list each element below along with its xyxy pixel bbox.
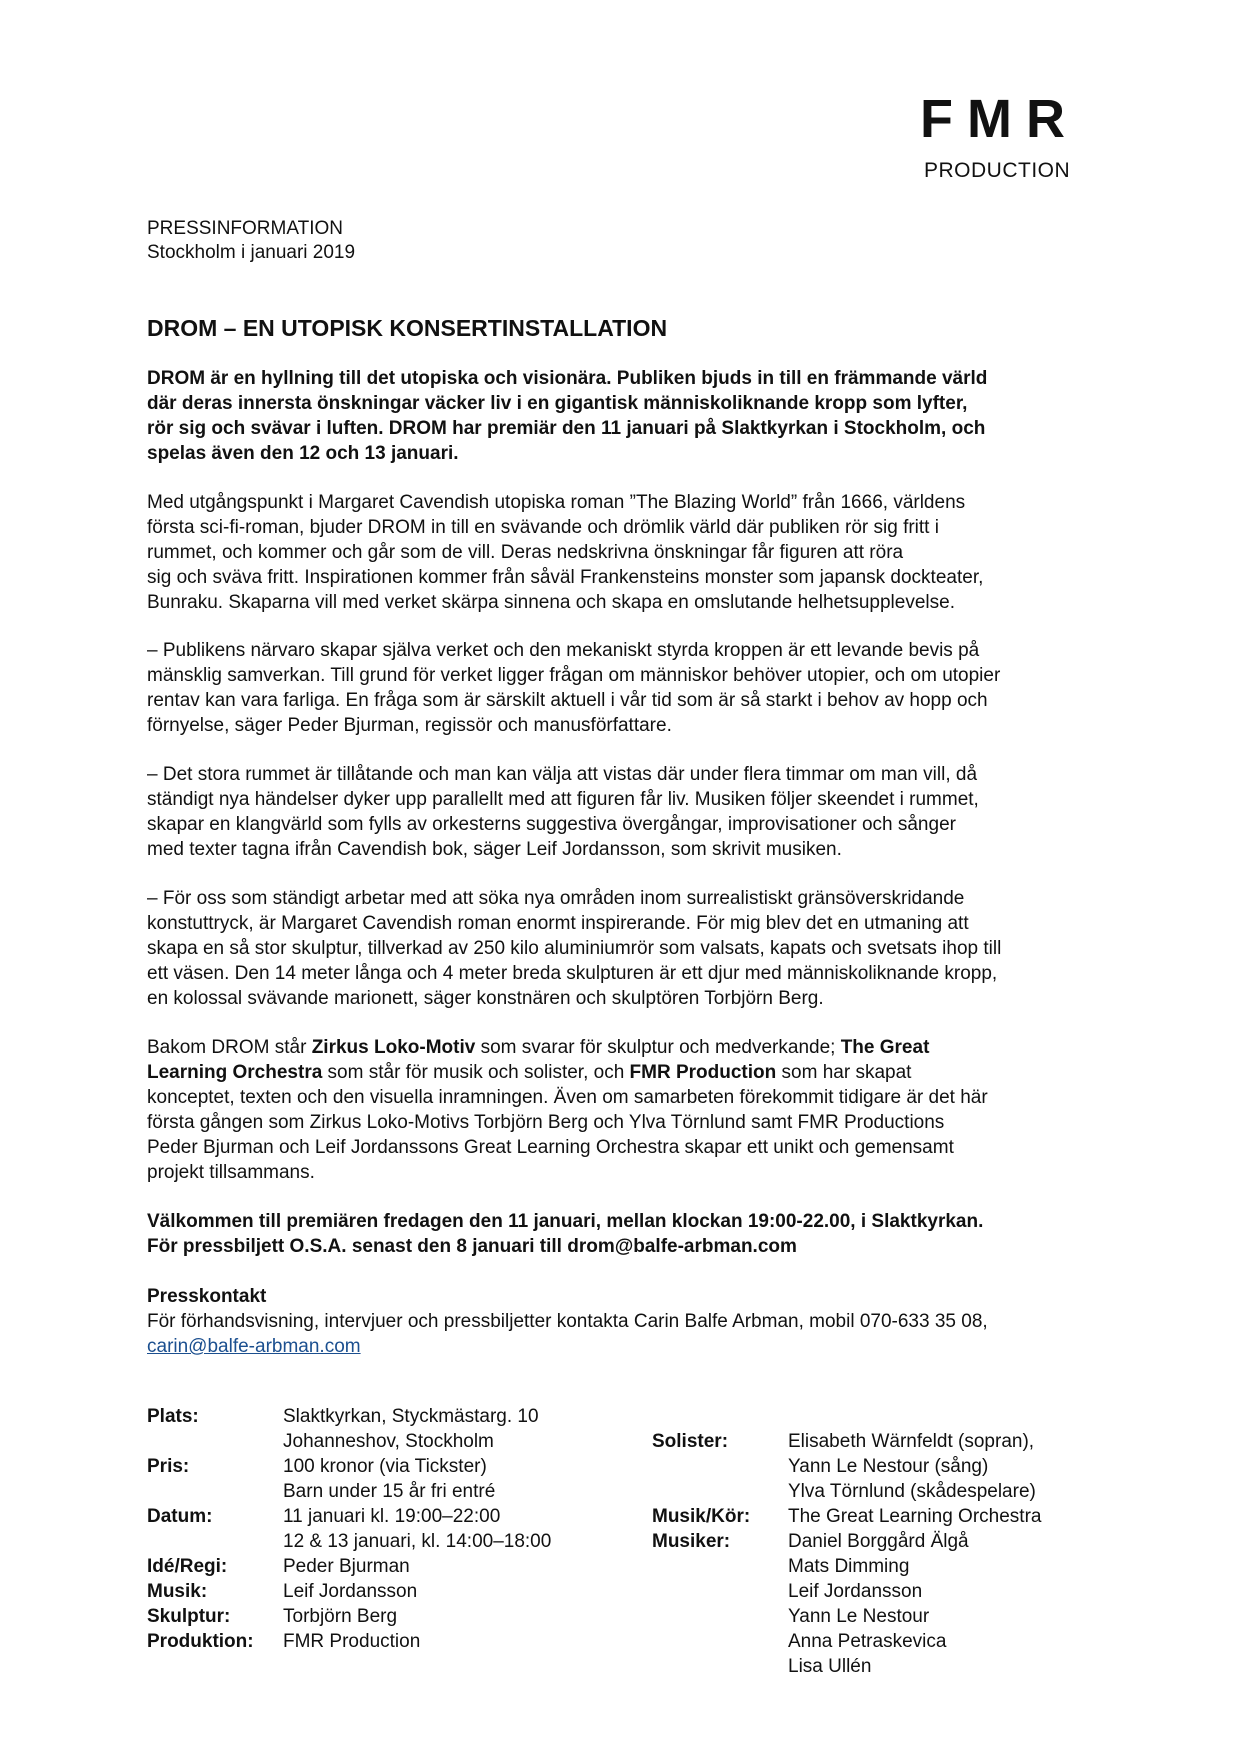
musik-label: Musik: [147,1581,208,1602]
plats-value: Johanneshov, Stockholm [283,1431,494,1452]
body-line: Peder Bjurman och Leif Jordanssons Great Learning Orchestra skapar ett unikt och gemensamt [147,1137,954,1158]
musiker-value: Lisa Ullén [788,1656,872,1677]
body-line: Bunraku. Skaparna vill med verket skärpa sinnena och skapa en omslutande helhetsupplevelse. [147,592,955,613]
musiker-label: Musiker: [652,1531,731,1552]
page-title: DROM – EN UTOPISK KONSERTINSTALLATION [147,315,668,341]
body-line: första sci-fi-roman, bjuder DROM in till en svävande och drömlik värld där publiken rör sig fritt i [147,517,939,538]
lead-paragraph [147,366,1087,466]
org-name: Zirkus Loko-Motiv [311,1037,476,1058]
invite-line: Välkommen till premiären fredagen den 11 januari, mellan klockan 19:00-22.00, i Slaktkyrkan. [147,1211,984,1232]
musiker-value: Mats Dimming [788,1556,910,1577]
text-run: som har skapat [776,1062,912,1083]
contact-email-line [147,1334,1087,1359]
paragraph-5 [147,1035,1087,1185]
contact-text: För förhandsvisning, intervjuer och pressbiljetter kontakta Carin Balfe Arbman, mobil 070-633 35 08, [147,1311,988,1332]
lead-line: DROM är en hyllning till det utopiska och visionära. Publiken bjuds in till en främmande värld [147,368,988,389]
body-line: konceptet, texten och den visuella inramningen. Även om samarbeten förekommit tidigare är det här [147,1087,988,1108]
text-run: som står för musik och solister, och [322,1062,630,1083]
contact-heading: Presskontakt [147,1286,267,1307]
lead-line: rör sig och svävar i luften. DROM har premiär den 11 januari på Slaktkyrkan i Stockholm, och [147,418,986,439]
location-date: Stockholm i januari 2019 [147,242,356,263]
datum-label: Datum: [147,1506,213,1527]
body-line: skapar en klangvärld som fylls av orkesterns suggestiva övergångar, improvisationer och sånger [147,814,956,835]
body-line: rummet, och kommer och går som de vill. Deras nedskrivna önskningar får figuren att röra [147,542,904,563]
body-line: mänsklig samverkan. Till grund för verket ligger frågan om människor behöver utopier, och om utopier [147,665,1001,686]
org-name: Learning Orchestra [147,1062,323,1083]
plats-label: Plats: [147,1406,199,1427]
invitation [147,1209,1087,1259]
skulptur-value: Torbjörn Berg [283,1606,398,1627]
ide-label: Idé/Regi: [147,1556,228,1577]
paragraph-3 [147,762,1087,862]
musikkor-label: Musik/Kör: [652,1506,751,1527]
fmr-logo-subtitle: PRODUCTION [924,159,1071,182]
body-line: ständigt nya händelser dyker upp parallellt med att figuren får liv. Musiken följer skeendet i rummet, [147,789,979,810]
musiker-value: Leif Jordansson [788,1581,923,1602]
body-line: första gången som Zirkus Loko-Motivs Torbjörn Berg och Ylva Törnlund samt FMR Productions [147,1112,945,1133]
text-run: Bakom DROM står [147,1037,312,1058]
datum-value: 12 & 13 januari, kl. 14:00–18:00 [283,1531,552,1552]
body-line [147,1035,1087,1060]
musiker-value: Yann Le Nestour [788,1606,930,1627]
pris-label: Pris: [147,1456,190,1477]
org-name: FMR Production [629,1062,777,1083]
press-label: PRESSINFORMATION [147,218,343,239]
solist-value: Elisabeth Wärnfeldt (sopran), [788,1431,1035,1452]
invite-line: För pressbiljett O.S.A. senast den 8 januari till drom@balfe-arbman.com [147,1236,797,1257]
paragraph-4 [147,886,1087,1011]
org-name: The Great [840,1037,930,1058]
body-line: ett väsen. Den 14 meter långa och 4 meter breda skulpturen är ett djur med människoliknande kropp, [147,963,998,984]
solist-value: Ylva Törnlund (skådespelare) [788,1481,1036,1502]
solist-value: Yann Le Nestour (sång) [788,1456,989,1477]
musiker-value: Anna Petraskevica [788,1631,947,1652]
body-line: med texter tagna ifrån Cavendish bok, säger Leif Jordansson, som skrivit musiken. [147,839,842,860]
text-run: som svarar för skulptur och medverkande; [475,1037,841,1058]
musik-value: Leif Jordansson [283,1581,418,1602]
body-line [147,1060,1087,1085]
musikkor-value: The Great Learning Orchestra [788,1506,1042,1527]
plats-value: Slaktkyrkan, Styckmästarg. 10 [283,1406,539,1427]
body-line: rentav kan vara farliga. En fråga som är särskilt aktuell i vår tid som är så starkt i behov av hopp och [147,690,988,711]
body-line: konstuttryck, är Margaret Cavendish roman enormt inspirerande. För mig blev det en utmaning att [147,913,969,934]
body-line: sig och sväva fritt. Inspirationen kommer från såväl Frankensteins monster som japansk dockteater, [147,567,984,588]
body-line: – Publikens närvaro skapar själva verket och den mekaniskt styrda kroppen är ett levande bevis på [147,640,980,661]
contact-email-link[interactable]: carin@balfe-arbman.com [147,1336,361,1357]
solister-label: Solister: [652,1431,729,1452]
body-line: skapa en så stor skulptur, tillverkad av 250 kilo aluminiumrör som valsats, kapats och svetsats ihop till [147,938,1002,959]
lead-line: spelas även den 12 och 13 januari. [147,443,459,464]
produktion-value: FMR Production [283,1631,421,1652]
paragraph-2 [147,638,1087,738]
body-line: Med utgångspunkt i Margaret Cavendish utopiska roman ”The Blazing World” från 1666, världens [147,492,966,513]
produktion-label: Produktion: [147,1631,254,1652]
pris-value: 100 kronor (via Tickster) [283,1456,487,1477]
pris-value: Barn under 15 år fri entré [283,1481,496,1502]
musiker-value: Daniel Borggård Älgå [788,1531,969,1552]
body-line: – Det stora rummet är tillåtande och man kan välja att vistas där under flera timmar om man vill, då [147,764,978,785]
body-line: en kolossal svävande marionett, säger konstnären och skulptören Torbjörn Berg. [147,988,824,1009]
paragraph-1 [147,490,1087,615]
body-line: förnyelse, säger Peder Bjurman, regissör och manusförfattare. [147,715,672,736]
skulptur-label: Skulptur: [147,1606,231,1627]
press-contact [147,1284,1087,1359]
fmr-logo: FMR [920,89,1079,149]
body-line: – För oss som ständigt arbetar med att söka nya områden inom surrealistiskt gränsöverskridande [147,888,965,909]
datum-value: 11 januari kl. 19:00–22:00 [283,1506,501,1527]
lead-line: där deras innersta önskningar väcker liv i en gigantisk människoliknande kropp som lyfter, [147,393,968,414]
ide-value: Peder Bjurman [283,1556,410,1577]
body-line: projekt tillsammans. [147,1162,315,1183]
